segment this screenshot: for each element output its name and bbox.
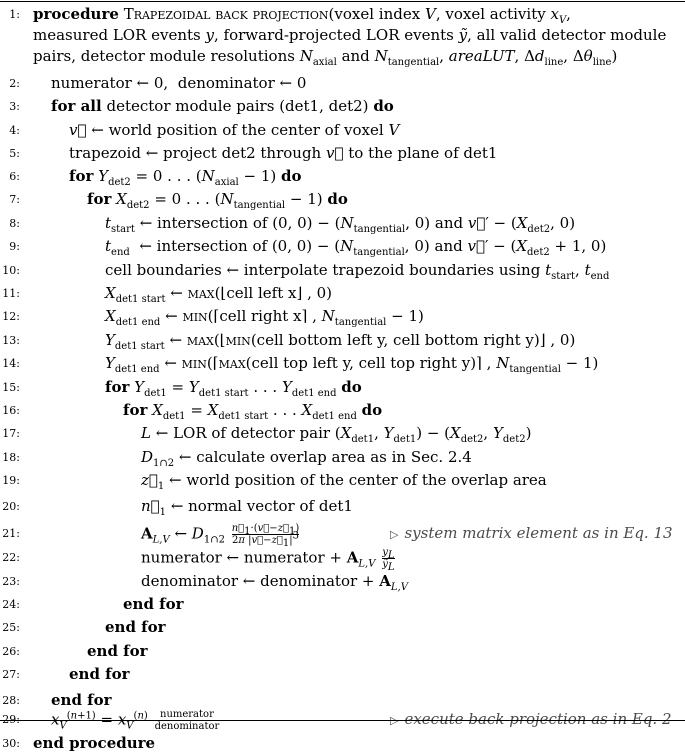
line-number: 7: — [9, 193, 20, 206]
line-code: end for — [87, 642, 148, 660]
line-number: 3: — [9, 100, 20, 113]
line-code: cell boundaries ← interpolate trapezoid boundaries using $t_{start}$, $t_{end}$ — [105, 261, 610, 282]
line-code: end for — [105, 618, 166, 636]
bottom-rule — [0, 720, 685, 721]
line-code: end for — [123, 595, 184, 613]
line-code: $X_{det1 start}$ ← max(⌊cell left x⌋ , 0) — [105, 284, 333, 305]
line-number: 26: — [2, 645, 20, 658]
line-code: for $Y_{det2} = 0$ . . . $(N_{axial} - 1)$ do — [69, 167, 302, 188]
line-code: end for — [51, 691, 112, 709]
line-number: 1: — [9, 8, 20, 21]
line-code: for $X_{det1} = X_{det1 start}$ . . . $X_{det1 end}$ do — [123, 401, 383, 422]
line-number: 9: — [9, 240, 20, 253]
line-code: pairs, detector module resolutions $N_{axial}$ and $N_{tangential}$, areaLUT, $\Delta d_{line}$, $\Delta\theta_{line}$) — [33, 47, 618, 68]
line-number: 25: — [2, 621, 20, 634]
line-number: 11: — [2, 287, 20, 300]
line-code: $Y_{det1 start}$ ← max(⌊min(cell bottom left y, cell bottom right y)⌋ , 0) — [105, 331, 576, 352]
line-code: $n⃗_1$ ← normal vector of det1 — [141, 497, 353, 518]
line-number: 17: — [2, 427, 20, 440]
line-number: 21: — [2, 527, 20, 540]
comment-text: system matrix element as in Eq. 13 — [404, 524, 673, 542]
line-code: measured LOR events y, forward-projected LOR events ỹ, all valid detector module — [33, 26, 667, 44]
line-number: 30: — [2, 736, 20, 750]
line-number: 28: — [2, 694, 20, 707]
line-number: 2: — [9, 77, 20, 90]
line-number: 6: — [9, 170, 20, 183]
line-number: 15: — [2, 381, 20, 394]
line-code: for $Y_{det1} = Y_{det1 start}$ . . . $Y_{det1 end}$ do — [105, 378, 362, 399]
comment-triangle-icon: ▷ — [390, 714, 399, 727]
line-number: 27: — [2, 668, 20, 681]
line-number: 22: — [2, 551, 20, 564]
line-number: 23: — [2, 575, 20, 588]
line-code: $x_V^{(n+1)} = x_V^{(n)}$ $\frac{\text{numerator}}{\text{denominator}}$ — [51, 709, 220, 732]
line-code: denominator ← denominator + $A_{L,V}$ — [141, 572, 408, 593]
line-number: 16: — [2, 404, 20, 417]
line-code: v⃗ ← world position of the center of voxel V — [69, 121, 400, 139]
line-code: numerator ← 0, denominator ← 0 — [51, 74, 307, 92]
line-code: $Y_{det1 end}$ ← min(⌈max(cell top left y, cell top right y)⌉ , $N_{tangential} - 1$) — [105, 354, 599, 375]
line-code: procedure Trapezoidal back projection(voxel index V, voxel activity $x_V$, — [33, 5, 571, 26]
line-code: numerator ← numerator + $A_{L,V}$ $\frac{y_L}{ỹ_L}$ — [141, 547, 395, 573]
line-number: 14: — [2, 357, 20, 370]
line-code: $A_{L,V}$ ← $D_{1\cap 2}$ $\frac{n⃗_1\cdot(v⃗-z⃗_1)}{2\pi |v⃗-z⃗_1|^3}$ — [141, 523, 300, 549]
line-number: 20: — [2, 500, 20, 513]
line-number: 8: — [9, 217, 20, 230]
line-code: L ← LOR of detector pair ($X_{det1}$, $Y_{det1}) - (X_{det2}$, $Y_{det2}$) — [141, 424, 532, 445]
top-rule — [0, 1, 685, 2]
comment-text: execute back projection as in Eq. 2 — [404, 710, 672, 728]
line-number: 4: — [9, 124, 20, 137]
line-number: 29: — [2, 713, 20, 726]
line-code: trapezoid ← project det2 through v⃗ to the plane of det1 — [69, 144, 498, 162]
line-comment — [390, 523, 673, 545]
line-code: for $X_{det2} = 0$ . . . $(N_{tangential} - 1)$ do — [87, 190, 348, 211]
line-code: $D_{1\cap 2}$ ← calculate overlap area as in Sec. 2.4 — [141, 448, 472, 469]
line-number: 19: — [2, 474, 20, 487]
line-number: 5: — [9, 147, 20, 160]
line-number: 10: — [2, 264, 20, 277]
line-code: $t_{end}$ ← intersection of (0, $0) - (N_{tangential}$, 0) and v⃗′ − ($X_{det2} + 1$, 0) — [105, 237, 607, 258]
line-number: 24: — [2, 598, 20, 611]
line-code: end for — [69, 665, 130, 683]
line-number: 13: — [2, 334, 20, 347]
line-number: 18: — [2, 451, 20, 464]
line-code: $t_{start}$ ← intersection of (0, $0) - (N_{tangential}$, 0) and v⃗′ − ($X_{det2}$, 0) — [105, 214, 576, 235]
line-code: $X_{det1 end}$ ← min(⌈cell right x⌉ , $N_{tangential} - 1$) — [105, 307, 424, 328]
line-code: end procedure — [33, 733, 156, 752]
line-code: for all detector module pairs (det1, det2) do — [51, 97, 394, 115]
comment-triangle-icon: ▷ — [390, 528, 399, 541]
line-code: $z⃗_1$ ← world position of the center of the overlap area — [141, 471, 547, 492]
line-number: 12: — [2, 310, 20, 323]
